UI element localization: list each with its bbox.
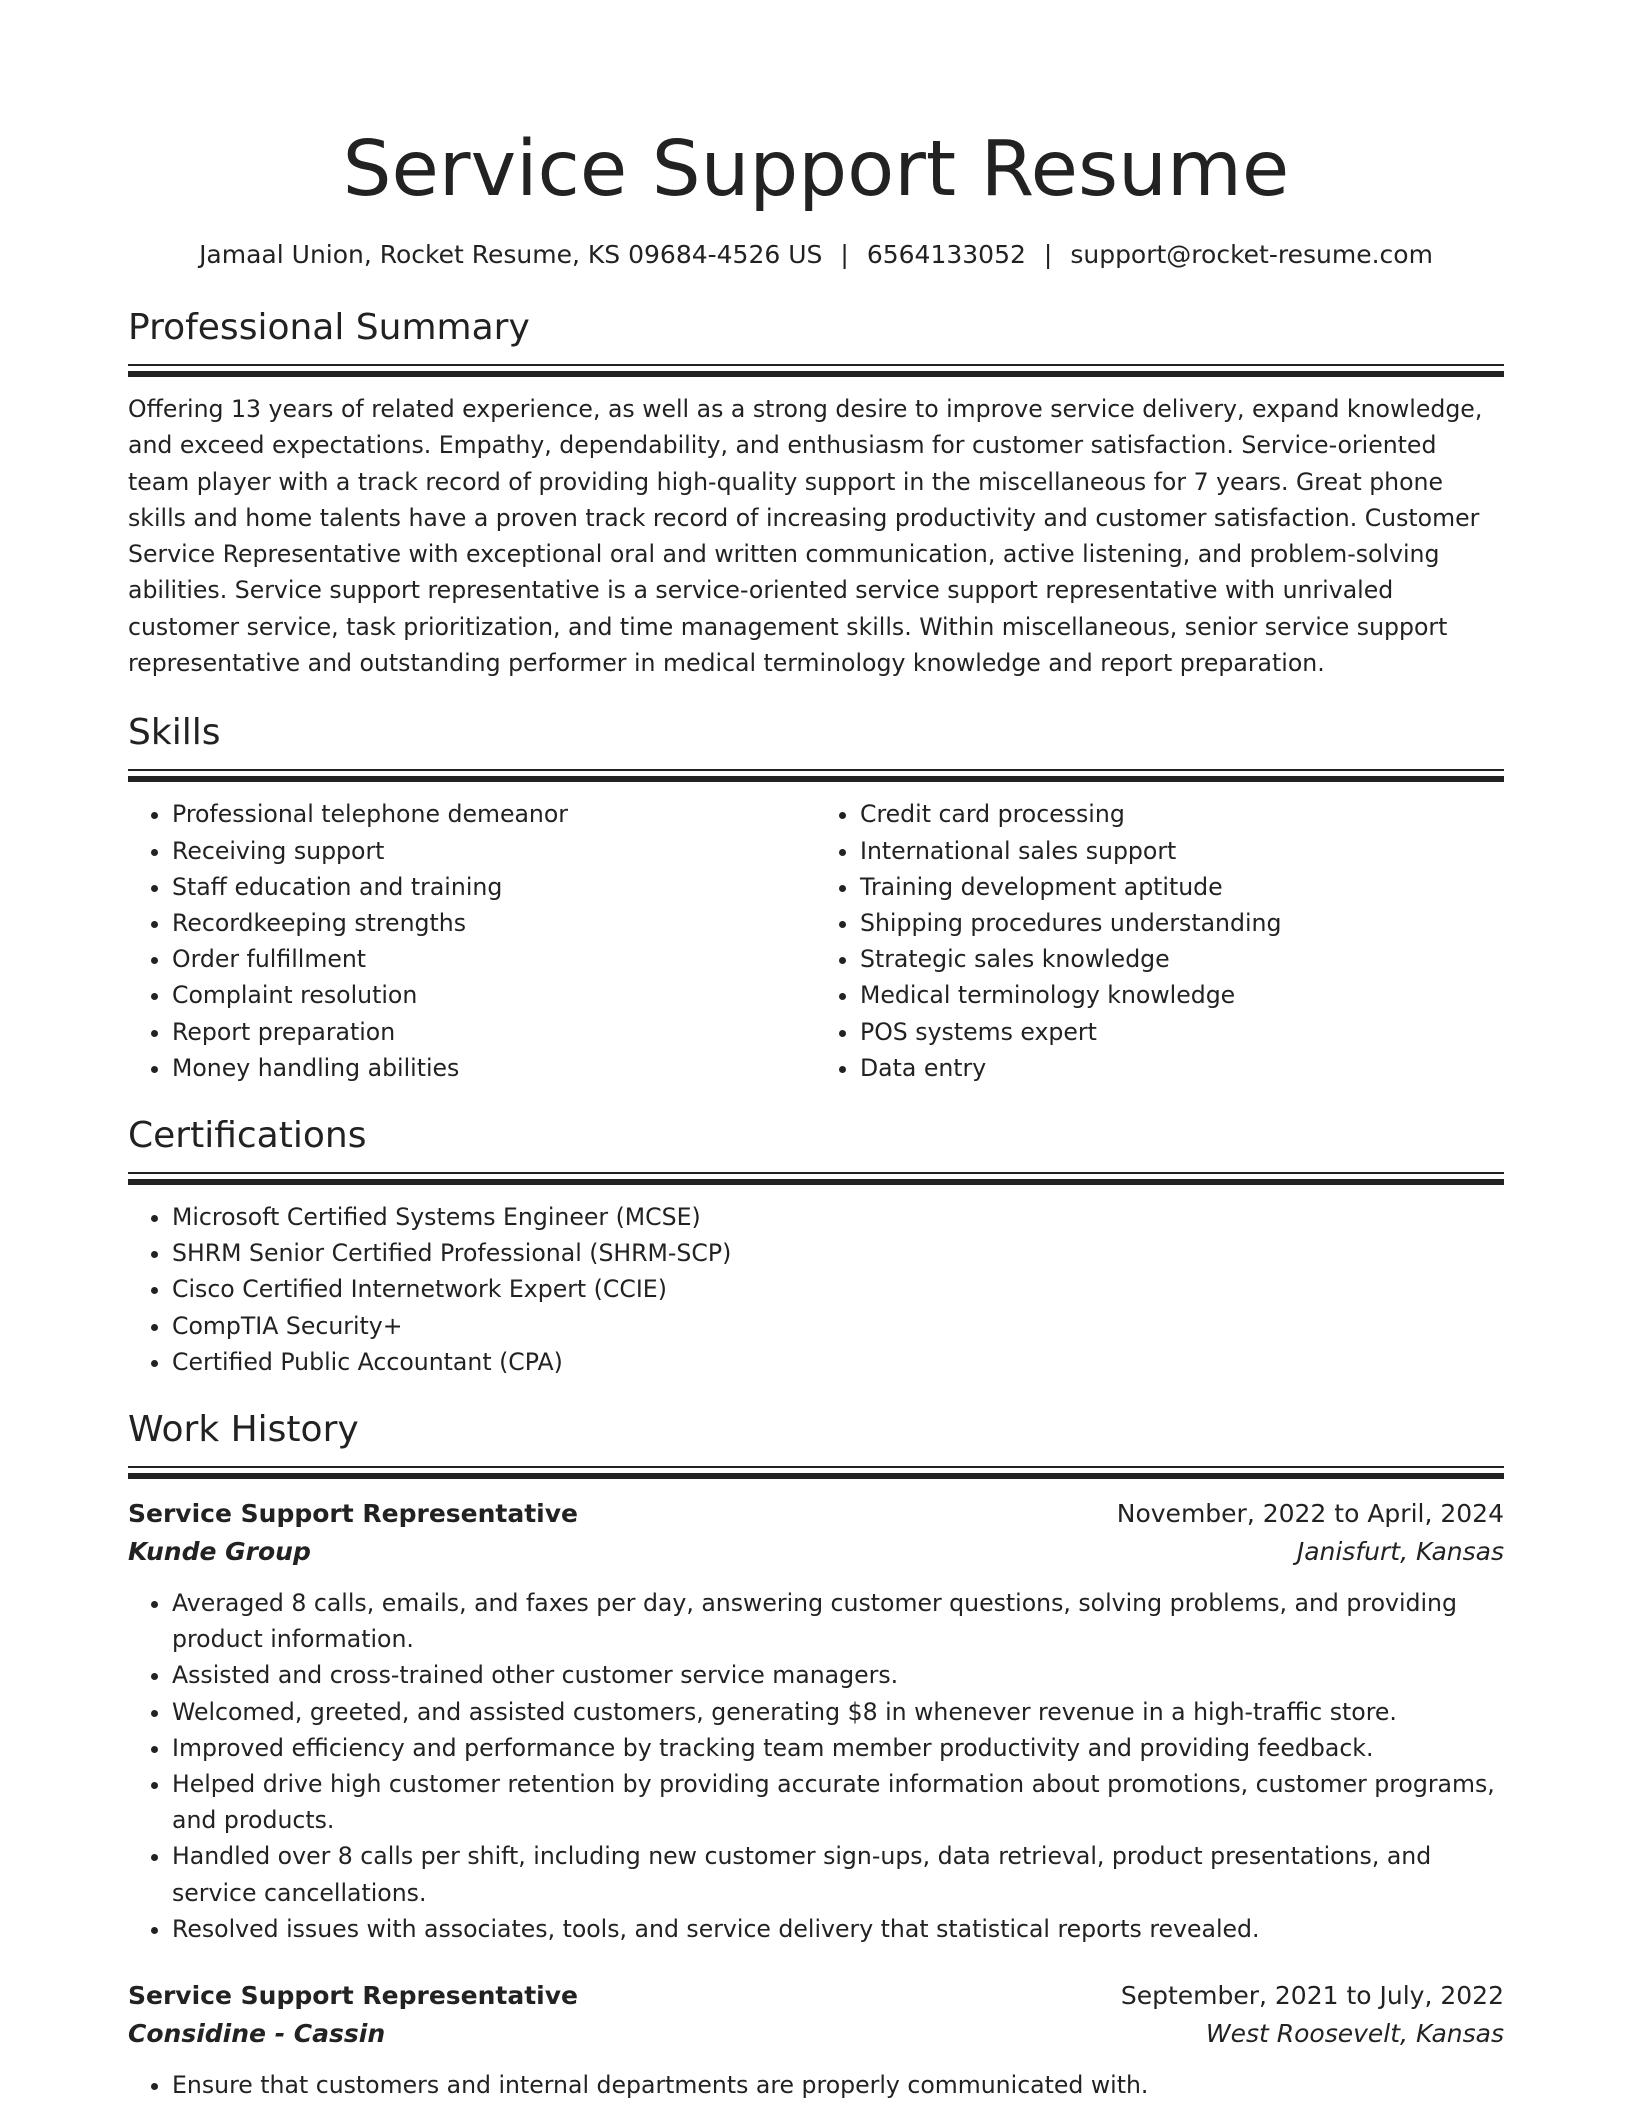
page-title: Service Support Resume [342, 125, 1290, 214]
skill-item: • Credit card processing [860, 796, 1504, 832]
summary-text: Offering 13 years of related experience, as well as a strong desire to improve service delivery, expand knowledge, and exceed expectations. Empathy, dependability, and enthusiasm for customer satisfaction. Service-oriented team player with a track record of providing high-quality support in the miscellaneous for 7 years. Great phone skills and home talents have a proven track record of increasing productivity and customer satisfaction. Customer Service Representative with exceptional oral and written communication, active listening, and problem-solving abilities. Service support representative is a service-oriented service support representative with unrivaled customer service, task prioritization, and time management skills. Within miscellaneous, senior service support representative and outstanding performer in medical terminology knowledge and report preparation. [128, 395, 1483, 678]
job-bullet: • Resolved issues with associates, tools, and service delivery that statistical reports revealed. [172, 1911, 1504, 1947]
job-entry [128, 1977, 1504, 2103]
job-dates: November, 2022 to April, 2024 [1116, 1499, 1504, 1529]
job-header-row [128, 1495, 1504, 1533]
skill-item: • POS systems expert [860, 1014, 1504, 1050]
job-dates: September, 2021 to July, 2022 [1120, 1981, 1504, 2011]
skill-item: • Staff education and training [172, 869, 816, 905]
job-bullet: • Ensure that customers and internal departments are properly communicated with. [172, 2067, 1504, 2103]
section-divider [128, 364, 1504, 377]
certifications-list [128, 1199, 1504, 1380]
resume-page [128, 0, 1504, 2103]
job-bullet: • Helped drive high customer retention by providing accurate information about promotions, customer programs, and products. [172, 1766, 1504, 1838]
job-header-row [128, 1977, 1504, 2015]
contact-line [128, 238, 1504, 272]
job-title: Service Support Representative [128, 1981, 578, 2011]
job-bullet: • Handled over 8 calls per shift, including new customer sign-ups, data retrieval, product presentations, and service cancellations. [172, 1838, 1504, 1910]
skill-item: • Medical terminology knowledge [860, 977, 1504, 1013]
summary-section [128, 306, 1504, 681]
skill-item: • Money handling abilities [172, 1050, 816, 1086]
contact-separator: | [840, 240, 849, 269]
job-bullet: • Improved efficiency and performance by tracking team member productivity and providing feedback. [172, 1730, 1504, 1766]
skill-item: • International sales support [860, 833, 1504, 869]
certification-item: • Certified Public Accountant (CPA) [172, 1344, 1504, 1380]
job-location: West Roosevelt, Kansas [1205, 2019, 1504, 2049]
section-heading-summary: Professional Summary [128, 307, 530, 348]
certification-item: • Cisco Certified Internetwork Expert (CCIE) [172, 1271, 1504, 1307]
job-company-row [128, 1533, 1504, 1571]
skill-item: • Training development aptitude [860, 869, 1504, 905]
skill-item: • Professional telephone demeanor [172, 796, 816, 832]
skills-list-left [128, 796, 816, 1086]
section-divider [128, 1172, 1504, 1185]
skills-section [128, 711, 1504, 1086]
contact-address: Jamaal Union, Rocket Resume, KS 09684-4526 US [199, 240, 823, 269]
skills-grid [128, 796, 1504, 1086]
certifications-section [128, 1114, 1504, 1380]
section-heading-work-history: Work History [128, 1409, 359, 1451]
job-bullets [128, 2067, 1504, 2103]
job-company: Considine - Cassin [128, 2019, 386, 2049]
job-entry [128, 1495, 1504, 1947]
job-company: Kunde Group [128, 1537, 311, 1567]
job-bullets [128, 1585, 1504, 1947]
skill-item: • Receiving support [172, 833, 816, 869]
section-heading-skills: Skills [128, 712, 221, 754]
section-heading-certifications: Certifications [128, 1115, 367, 1156]
certification-item: • CompTIA Security+ [172, 1308, 1504, 1344]
job-company-row [128, 2015, 1504, 2053]
contact-phone: 6564133052 [866, 240, 1026, 269]
skill-item: • Shipping procedures understanding [860, 905, 1504, 941]
certification-item: • Microsoft Certified Systems Engineer (MCSE) [172, 1199, 1504, 1235]
job-bullet: • Welcomed, greeted, and assisted customers, generating $8 in whenever revenue in a high-traffic store. [172, 1694, 1504, 1730]
work-history-section [128, 1408, 1504, 2103]
section-divider [128, 1466, 1504, 1479]
job-bullet: • Assisted and cross-trained other customer service managers. [172, 1657, 1504, 1693]
skill-item: • Report preparation [172, 1014, 816, 1050]
skill-item: • Order fulfillment [172, 941, 816, 977]
contact-email: support@rocket-resume.com [1070, 240, 1433, 269]
job-location: Janisfurt, Kansas [1296, 1537, 1504, 1567]
skills-list-right [816, 796, 1504, 1086]
skill-item: • Complaint resolution [172, 977, 816, 1013]
certification-item: • SHRM Senior Certified Professional (SHRM-SCP) [172, 1235, 1504, 1271]
contact-separator: | [1043, 240, 1053, 269]
skill-item: • Data entry [860, 1050, 1504, 1086]
section-divider [128, 769, 1504, 782]
skill-item: • Strategic sales knowledge [860, 941, 1504, 977]
skill-item: • Recordkeeping strengths [172, 905, 816, 941]
job-bullet: • Averaged 8 calls, emails, and faxes per day, answering customer questions, solving problems, and providing product information. [172, 1585, 1504, 1657]
job-title: Service Support Representative [128, 1499, 578, 1529]
